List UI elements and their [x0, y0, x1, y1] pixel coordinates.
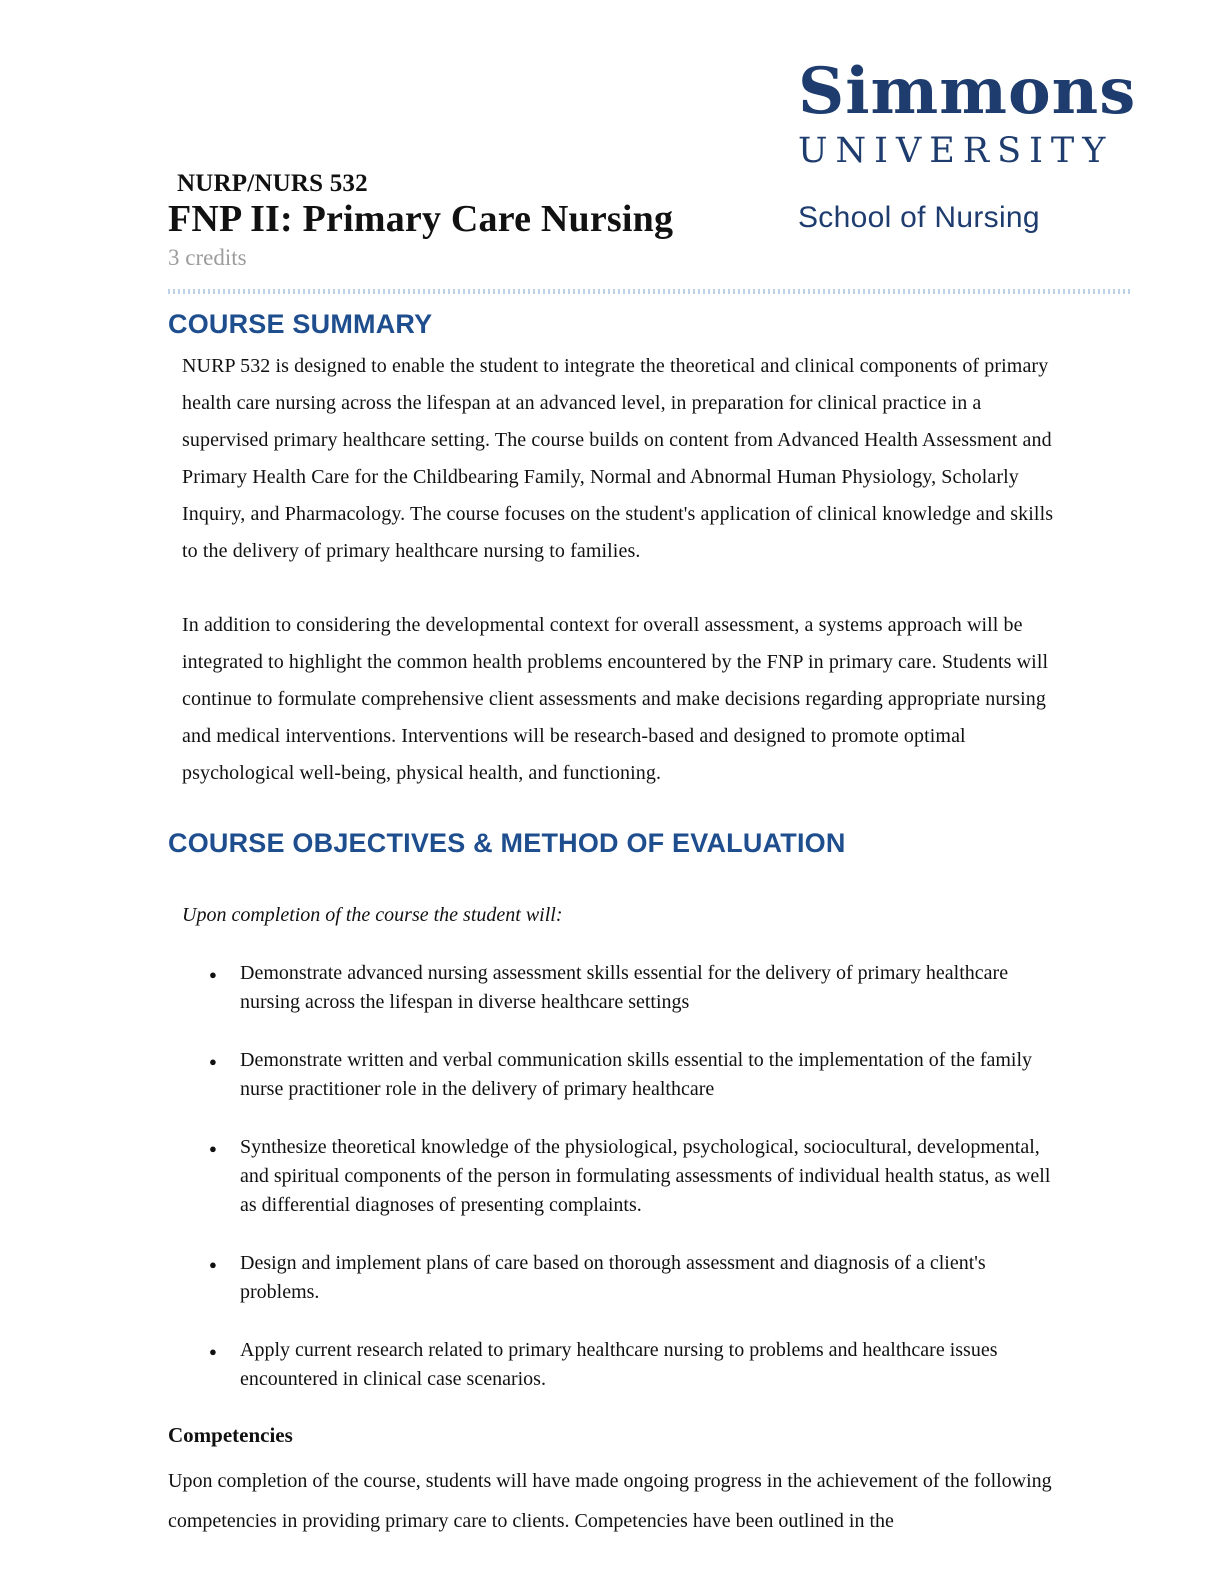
course-summary-heading: COURSE SUMMARY [168, 309, 433, 339]
competencies-paragraph: Upon completion of the course, students will have made ongoing progress in the achievement of the following competencies in providing primary care to clients. Competencies have been outlined in the [168, 1470, 1052, 1533]
objective-item: ● Demonstrate advanced nursing assessment skills essential for the delivery of primary healthcare nursing across the lifespan in diverse healthcare settings [240, 959, 1055, 1017]
objectives-intro: Upon completion of the course the student will: [182, 904, 563, 927]
simmons-university-logo [798, 54, 1138, 235]
objective-item: ● Synthesize theoretical knowledge of the physiological, psychological, sociocultural, developmental, and spiritual components of the person in formulating assessments of individual health status, as well as differential diagnoses of presenting complaints. [240, 1133, 1055, 1220]
objectives-list [168, 959, 1060, 1394]
course-objectives-heading: COURSE OBJECTIVES & METHOD OF EVALUATION [168, 827, 846, 858]
logo-institution-name: Simmons [798, 54, 1137, 129]
objective-item: ● Apply current research related to primary healthcare nursing to problems and healthcare issues encountered in clinical case scenarios. [240, 1336, 1055, 1394]
dotted-divider [168, 289, 1130, 294]
objective-item: ● Design and implement plans of care based on thorough assessment and diagnosis of a client's problems. [240, 1249, 1055, 1307]
document-body [168, 310, 1060, 1541]
course-title: FNP II: Primary Care Nursing [168, 198, 674, 240]
course-summary-paragraph-1: NURP 532 is designed to enable the student to integrate the theoretical and clinical components of primary health care nursing across the lifespan at an advanced level, in preparation for clinical practice in a supervised primary healthcare setting. The course builds on content from Advanced Health Assessment and Primary Health Care for the Childbearing Family, Normal and Abnormal Human Physiology, Scholarly Inquiry, and Pharmacology. The course focuses on the student's application of clinical knowledge and skills to the delivery of primary healthcare nursing to families. [182, 354, 1054, 562]
course-header [168, 170, 673, 271]
logo-school-name: School of Nursing [798, 201, 1040, 235]
objective-item: ● Demonstrate written and verbal communication skills essential to the implementation of the family nurse practitioner role in the delivery of primary healthcare [240, 1046, 1055, 1104]
logo-institution-type: UNIVERSITY [798, 131, 1114, 172]
course-credits: 3 credits [168, 244, 247, 270]
course-summary-paragraph-2: In addition to considering the developmental context for overall assessment, a systems approach will be integrated to highlight the common health problems encountered by the FNP in primary care. Students will continue to formulate comprehensive client assessments and make decisions regarding appropriate nursing and medical interventions. Interventions will be research-based and designed to promote optimal psychological well-being, physical health, and functioning. [182, 613, 1049, 784]
competencies-heading: Competencies [168, 1423, 293, 1448]
course-code: NURP/NURS 532 [177, 170, 368, 197]
